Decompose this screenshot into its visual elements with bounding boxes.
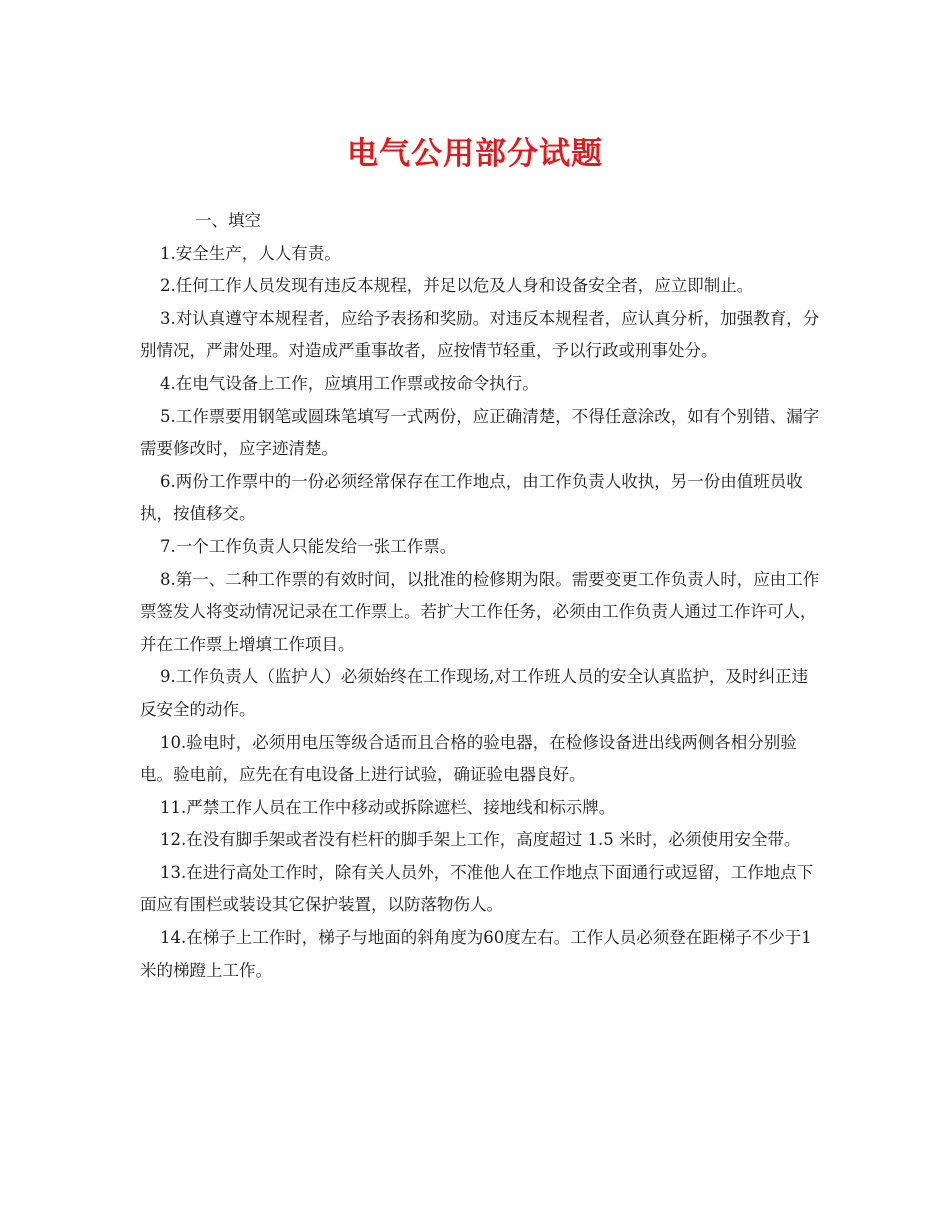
list-item: 2.任何工作人员发现有违反本规程，并足以危及人身和设备安全者，应立即制止。: [160, 276, 754, 296]
list-item: 9.工作负责人（监护人）必须始终在工作现场,对工作班人员的安全认真监护，及时纠正违反安全的动作。: [140, 667, 808, 719]
list-item: 5.工作票要用钢笔或圆珠笔填写一式两份，应正确清楚，不得任意涂改，如有个别错、漏字需要修改时，应字迹清楚。: [140, 406, 820, 459]
list-item: 3.对认真遵守本规程者，应给予表扬和奖励。对违反本规程者，应认真分析，加强教育，分别情况，严肃处理。对造成严重事故者，应按情节轻重，予以行政或刑事处分。: [140, 308, 820, 361]
list-item: 14.在梯子上工作时，梯子与地面的斜角度为60度左右。工作人员必须登在距梯子不少于1米的梯蹬上工作。: [140, 928, 812, 980]
list-item: 7.一个工作负责人只能发给一张工作票。: [160, 536, 457, 556]
list-item: 11.严禁工作人员在工作中移动或拆除遮栏、接地线和标示牌。: [160, 797, 616, 817]
list-item: 4.在电气设备上工作，应填用工作票或按命令执行。: [160, 373, 539, 393]
list-item: 10.验电时，必须用电压等级合适而且合格的验电器，在检修设备进出线两侧各相分别验电。验电前，应先在有电设备上进行试验，确证验电器良好。: [140, 732, 797, 785]
document-body: [140, 205, 820, 987]
list-item: 8.第一、二种工作票的有效时间，以批准的检修期为限。需要变更工作负责人时，应由工作票签发人将变动情况记录在工作票上。若扩大工作任务，必须由工作负责人通过工作许可人，并在工作票上增填工作项目。: [140, 569, 820, 654]
page-title: 电气公用部分试题: [347, 136, 603, 172]
list-item: 6.两份工作票中的一份必须经常保存在工作地点，由工作负责人收执，另一份由值班员收执，按值移交。: [140, 471, 803, 524]
section-heading: 一、填空: [195, 211, 261, 230]
list-item: 1.安全生产，人人有责。: [160, 243, 341, 263]
list-item: 13.在进行高处工作时，除有关人员外，不准他人在工作地点下面通行或逗留，工作地点下面应有围栏或装设其它保护装置，以防落物伤人。: [140, 862, 814, 915]
list-item: 12.在没有脚手架或者没有栏杆的脚手架上工作，高度超过 1.5 米时，必须使用安全带。: [160, 830, 801, 850]
